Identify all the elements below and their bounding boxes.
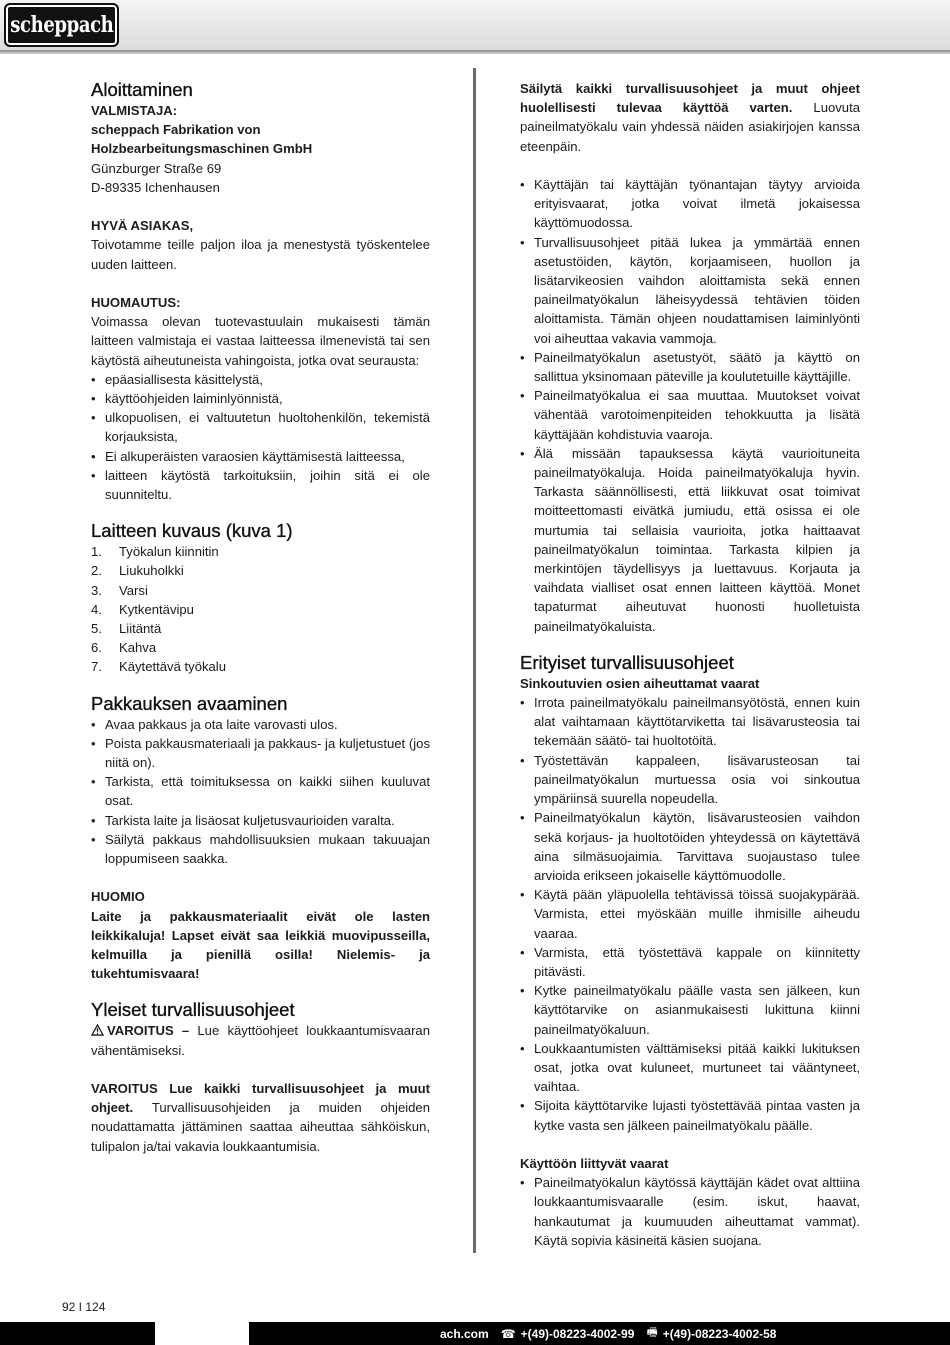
footer-bar-left [0, 1322, 155, 1345]
list-item: 5. Liitäntä [91, 621, 162, 637]
company-line-1: scheppach Fabrikation von [91, 122, 261, 138]
scheppach-logo [4, 3, 119, 47]
address-city: D-89335 Ichenhausen [91, 179, 220, 195]
list-item: • Poista pakkausmateriaali ja pakkaus- ja kuljetustuet (jos niitä on). [91, 734, 430, 772]
operation-hazards-list [520, 1173, 860, 1250]
warning-paragraph: VAROITUS – Lue käyttöohjeet loukkaantumisvaaran vähentämiseksi. [91, 1023, 430, 1058]
fax-icon: 🖷 [646, 1325, 658, 1339]
heading-yleiset: Yleiset turvallisuusohjeet [91, 999, 295, 1021]
footer-phone: +(49)-08223-4002-99 [520, 1326, 635, 1341]
list-item: 3. Varsi [91, 582, 148, 598]
list-item: • Tarkista laite ja lisäosat kuljetusvaurioiden varalta. [91, 811, 430, 830]
list-item: • laitteen käytöstä tarkoituksiin, joihin sitä ei ole suunniteltu. [91, 466, 430, 504]
column-divider [473, 68, 476, 1253]
list-item: 4. Kytkentävipu [91, 601, 194, 617]
intro-paragraph: Säilytä kaikki turvallisuusohjeet ja muut ohjeet huolellisesti tulevaa käyttöä varten. Luovuta paineilmatyökalu vain yhdessä näiden asiakirjojen kanssa eteenpäin. [520, 81, 861, 154]
list-item: • Turvallisuusohjeet pitää lukea ja ymmärtää ennen asetustöiden, käytön, korjaamiseen, huollon ja lisätarvikeosien vaihdon aloittamista sekä ennen paineilmatyökalun läheisyydessä tehtävien töiden aloittamista. Tämän ohjeen noudattamisen laiminlyönti voi aiheuttaa vakavia vammoja. [520, 233, 860, 348]
dear-customer-text: Toivotamme teille paljon iloa ja menestystä työskentelee uuden laitteen. [91, 237, 430, 272]
list-item: • Ei alkuperäisten varaosien käyttämisestä laitteessa, [91, 447, 430, 466]
list-item: • Avaa pakkaus ja ota laite varovasti ulos. [91, 715, 430, 734]
list-item: • Älä missään tapauksessa käytä vaurioituneita paineilmatyökaluja. Hoida paineilmatyökaluja hyvin. Tarkasta säännöllisesti, että liikkuvat osat toimivat moitteettomasti eivätkä jumiudu, että osissa ei ole murtumia tai sellaisia vaurioita, jotka haittaavat paineilmatyökalun toimintaa. Tarkasta kilpien ja merkintöjen täydellisyys ja luettavuus. Korjauta ja vaihdata vialliset osat ennen laitteen käyttöä. Monet tapaturmat aiheutuvat huonosti huolletuista paineilmatyökaluista. [520, 444, 860, 636]
footer-fax: +(49)-08223-4002-58 [662, 1326, 777, 1341]
list-item: • Työstettävän kappaleen, lisävarusteosan tai paineilmatyökalun murtuessa osia voi sinkoutua ympäriinsä suurella nopeudella. [520, 751, 860, 809]
header-band [0, 0, 950, 50]
subheading-operation: Käyttöön liittyvät vaarat [520, 1155, 669, 1171]
subheading-projectiles: Sinkoutuvien osien aiheuttamat vaarat [520, 675, 760, 691]
parts-list [91, 542, 430, 676]
unpacking-list [91, 715, 430, 869]
list-item: 1. Työkalun kiinnitin [91, 544, 219, 560]
company-line-2: Holzbearbeitungsmaschinen GmbH [91, 141, 313, 157]
list-item: 7. Käytettävä työkalu [91, 659, 226, 675]
attention-text: Laite ja pakkausmateriaalit eivät ole lasten leikkikaluja! Lapset eivät saa leikkiä muovipusseilla, kelmuilla ja pienillä osilla! Nielemis- ja tukehtumisvaara! [91, 908, 430, 982]
list-item: • Loukkaantumisten välttämiseksi pitää kaikki lukituksen osat, jotka ovat kuluneet, murtuneet tai vääntyneet, vaihtaa. [520, 1039, 860, 1097]
warning-read-all: VAROITUS Lue kaikki turvallisuusohjeet ja muut ohjeet. Turvallisuusohjeiden ja muiden ohjeiden noudattamatta jättäminen saattaa aiheuttaa sähköiskun, tulipalon ja/tai vakavia loukkaantumisia. [91, 1081, 430, 1154]
list-item: • Käyttäjän tai käyttäjän työnantajan täytyy arvioida erityisvaarat, jotka voivat ilmetä jokaisessa käyttömuodossa. [520, 175, 860, 233]
manufacturer-label: VALMISTAJA: [91, 103, 178, 118]
list-item: • Käytä pään yläpuolella tehtävissä töissä suojakypärää. Varmista, ettei myöskään muille ihmisille aiheudu vaaraa. [520, 885, 860, 943]
list-item: 2. Liukuholkki [91, 563, 184, 579]
logo-text: scheppach [9, 12, 114, 38]
list-item: • Sijoita käyttötarvike lujasti työstettävää pintaa vasten ja kytke vasta sen jälkeen paineilmatyökalu päälle. [520, 1096, 860, 1134]
right-column [520, 79, 860, 1250]
list-item: • Paineilmatyökalun asetustyöt, säätö ja käyttö on sallittua yksinomaan päteville ja koulutetuille käyttäjille. [520, 348, 860, 386]
list-item: • Säilytä pakkaus mahdollisuuksien mukaan takuuajan loppumiseen saakka. [91, 830, 430, 868]
general-safety-list [520, 175, 860, 636]
attention-label: HUOMIO [91, 889, 145, 905]
list-item: • Paineilmatyökalun käytössä käyttäjän kädet ovat alttiina loukkaantumisvaaralle (esim. iskut, haavat, hankautumat ja kuumuuden aiheuttamat vammat). Käytä sopivia käsineitä käsien suojana. [520, 1173, 860, 1250]
header-shadow [0, 50, 950, 54]
list-item: 6. Kahva [91, 640, 157, 656]
list-item: • ulkopuolisen, ei valtuutetun huoltohenkilön, tekemistä korjauksista, [91, 408, 430, 446]
list-item: • Kytke paineilmatyökalu päälle vasta sen jälkeen, kun käyttötarvike on asianmukaisesti lukittuna kiinni paineilmatyökaluun. [520, 981, 860, 1039]
list-item: • käyttöohjeiden laiminlyönnistä, [91, 389, 430, 408]
heading-erityiset: Erityiset turvallisuusohjeet [520, 651, 734, 673]
list-item: • Paineilmatyökalua ei saa muuttaa. Muutokset voivat vähentää varotoimenpiteiden tehokkuutta ja lisätä käyttäjään kohdistuvia vaaroja. [520, 386, 860, 444]
list-item: • Varmista, että työstettävä kappale on kiinnitetty pitävästi. [520, 943, 860, 981]
list-item: • Paineilmatyökalun käytön, lisävarusteosien vaihdon sekä korjaus- ja huoltotöiden yhteydessä on käytettävä aina silmäsuojaimia. Tarvittava suojaustaso tulee arvioida erikseen jokaiselle käyttömuodolle. [520, 808, 860, 885]
note-label: HUOMAUTUS: [91, 295, 181, 310]
heading-kuvaus: Laitteen kuvaus (kuva 1) [91, 520, 293, 542]
heading-pakkaus: Pakkauksen avaaminen [91, 692, 288, 714]
warning-triangle-icon [91, 1024, 104, 1036]
list-item: • epäasiallisesta käsittelystä, [91, 370, 430, 389]
note-text: Voimassa olevan tuotevastuulain mukaisesti tämän laitteen valmistaja ei vastaa laitteessa ilmenevistä tai sen käytöstä aiheutuneista vahingoista, jotka ovat seurausta: [91, 314, 430, 368]
heading-aloittaminen: Aloittaminen [91, 79, 193, 100]
left-column [91, 79, 430, 1156]
liability-list [91, 370, 430, 504]
list-item: • Irrota paineilmatyökalu paineilmansyötöstä, ennen kuin alat vaihtamaan käyttötarviketta tai lisävarusteosia tai tekemään säätö- tai huoltotöitä. [520, 693, 860, 751]
projectile-hazards-list [520, 693, 860, 1135]
dear-customer-label: HYVÄ ASIAKAS, [91, 218, 194, 234]
page-number: 92 I 124 [62, 1300, 106, 1314]
footer-bar [249, 1322, 950, 1345]
footer-website[interactable]: ach.com [440, 1326, 489, 1341]
telephone-icon: ☎ [500, 1326, 516, 1341]
address-street: Günzburger Straße 69 [91, 160, 222, 176]
list-item: • Tarkista, että toimituksessa on kaikki siihen kuuluvat osat. [91, 772, 430, 810]
